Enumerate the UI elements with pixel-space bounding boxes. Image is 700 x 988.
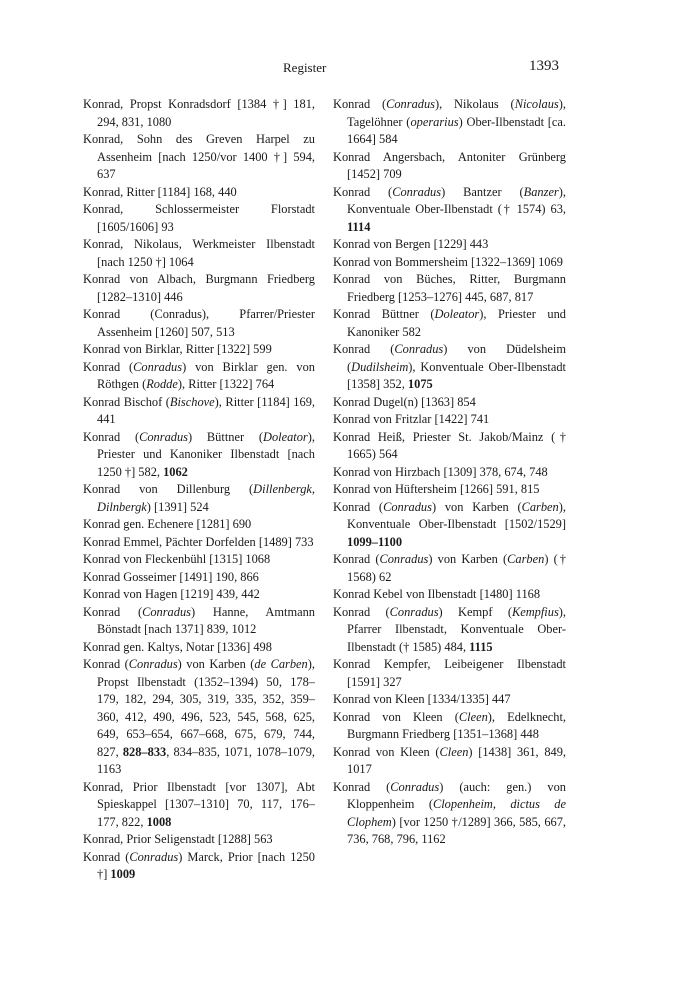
index-entry: Konrad Büttner (Doleator), Priester und Kanoniker 582 xyxy=(333,307,566,339)
index-entry: Konrad von Hüftersheim [1266] 591, 815 xyxy=(333,482,540,496)
index-entry: Konrad (Conradus) Büttner (Doleator), Priester und Kanoniker Ilbenstadt [nach 1250 †] 582, 1062 xyxy=(83,429,315,479)
index-entry: Konrad (Conradus) Bantzer (Banzer), Konventuale Ober-Ilbenstadt († 1574) 63, 1114 xyxy=(333,184,566,234)
index-entry: Konrad von Hirzbach [1309] 378, 674, 748 xyxy=(333,464,548,479)
index-entry: Konrad, Prior Seligenstadt [1288] 563 xyxy=(83,832,273,846)
index-entry: Konrad Emmel, Pächter Dorfelden [1489] 733 xyxy=(83,534,314,549)
index-entry: Konrad (Conradus), Pfarrer/Priester Assenheim [1260] 507, 513 xyxy=(83,307,315,339)
index-entry: Konrad, Sohn des Greven Harpel zu Assenheim [nach 1250/vor 1400 †] 594, 637 xyxy=(83,132,315,181)
index-entry: Konrad (Conradus) von Birklar gen. von Röthgen (Rodde), Ritter [1322] 764 xyxy=(83,359,315,391)
index-entry: Konrad von Albach, Burgmann Friedberg [1282–1310] 446 xyxy=(83,272,315,304)
index-entry: Konrad, Schlossermeister Florstadt [1605/1606] 93 xyxy=(83,202,315,234)
index-entry: Konrad, Nikolaus, Werkmeister Ilbenstadt [nach 1250 †] 1064 xyxy=(83,237,315,269)
index-entry: Konrad Bischof (Bischove), Ritter [1184] 169, 441 xyxy=(83,394,315,426)
running-title: Register xyxy=(283,60,327,75)
index-entry: Konrad (Conradus) von Düdelsheim (Dudilsheim), Konventuale Ober-Ilbenstadt [1358] 352, 1075 xyxy=(333,342,566,391)
index-entry: Konrad von Hagen [1219] 439, 442 xyxy=(83,587,260,601)
index-entry: Konrad (Conradus) Hanne, Amtmann Bönstadt [nach 1371] 839, 1012 xyxy=(83,604,315,636)
index-entry: Konrad Dugel(n) [1363] 854 xyxy=(333,394,476,409)
index-column-left xyxy=(83,96,315,884)
index-entry: Konrad von Fritzlar [1422] 741 xyxy=(333,412,490,426)
page-header xyxy=(0,60,700,82)
index-entry: Konrad von Büches, Ritter, Burgmann Friedberg [1253–1276] 445, 687, 817 xyxy=(333,272,566,304)
page-number: 1393 xyxy=(529,58,559,74)
index-entry: Konrad von Dillenburg (Dillenbergk, Dilnbergk) [1391] 524 xyxy=(83,482,315,514)
index-entry: Konrad Angersbach, Antoniter Grünberg [1452] 709 xyxy=(333,149,566,181)
index-entry: Konrad von Birklar, Ritter [1322] 599 xyxy=(83,342,272,356)
index-entry: Konrad, Ritter [1184] 168, 440 xyxy=(83,184,237,199)
index-entry: Konrad von Bommersheim [1322–1369] 1069 xyxy=(333,254,563,269)
index-entry: Konrad (Conradus), Nikolaus (Nicolaus), Tagelöhner (operarius) Ober-Ilbenstadt [ca. 1664] 584 xyxy=(333,97,566,146)
index-entry: Konrad von Kleen (Cleen) [1438] 361, 849, 1017 xyxy=(333,744,566,776)
index-entry: Konrad von Kleen (Cleen), Edelknecht, Burgmann Friedberg [1351–1368] 448 xyxy=(333,709,566,741)
index-entry: Konrad gen. Echenere [1281] 690 xyxy=(83,517,252,531)
index-entry: Konrad (Conradus) von Karben (Carben) († 1568) 62 xyxy=(333,552,566,584)
index-entry: Konrad, Prior Ilbenstadt [vor 1307], Abt Spieskappel [1307–1310] 70, 117, 176–177, 822, 1008 xyxy=(83,779,315,829)
index-entry: Konrad von Fleckenbühl [1315] 1068 xyxy=(83,552,271,566)
index-entry: Konrad Kebel von Ilbenstadt [1480] 1168 xyxy=(333,587,541,601)
index-entry: Konrad (Conradus) von Karben (de Carben), Propst Ilbenstadt (1352–1394) 50, 178–179, 182, 294, 305, 319, 335, 352, 359–360, 412, 490, 496, 523, 545, 568, 625, 649, 653–654, 667–668, 675, 679, 744, 827, 828–833, 834–835, 1071, 1078–1079, 1163 xyxy=(83,657,315,776)
index-entry: Konrad (Conradus) Kempf (Kempfius), Pfarrer Ilbenstadt, Konventuale Ober-Ilbenstadt († 1585) 484, 1115 xyxy=(333,604,566,654)
index-entry: Konrad Heiß, Priester St. Jakob/Mainz († 1665) 564 xyxy=(333,429,566,461)
index-entry: Konrad von Bergen [1229] 443 xyxy=(333,237,489,251)
index-entry: Konrad Gosseimer [1491] 190, 866 xyxy=(83,569,259,584)
index-entry: Konrad Kempfer, Leibeigener Ilbenstadt [1591] 327 xyxy=(333,657,566,689)
index-entry: Konrad (Conradus) Marck, Prior [nach 1250 †] 1009 xyxy=(83,849,315,881)
index-entry: Konrad gen. Kaltys, Notar [1336] 498 xyxy=(83,639,272,654)
index-entry: Konrad (Conradus) (auch: gen.) von Kloppenheim (Clopenheim, dictus de Clophem) [vor 1250 †/1289] 366, 585, 667, 736, 768, 796, 1162 xyxy=(333,779,567,846)
index-entry: Konrad (Conradus) von Karben (Carben), Konventuale Ober-Ilbenstadt [1502/1529] 1099–1100 xyxy=(333,499,566,549)
index-entry: Konrad, Propst Konradsdorf [1384 †] 181, 294, 831, 1080 xyxy=(83,97,315,129)
index-column-right xyxy=(333,96,566,849)
index-entry: Konrad von Kleen [1334/1335] 447 xyxy=(333,692,511,706)
